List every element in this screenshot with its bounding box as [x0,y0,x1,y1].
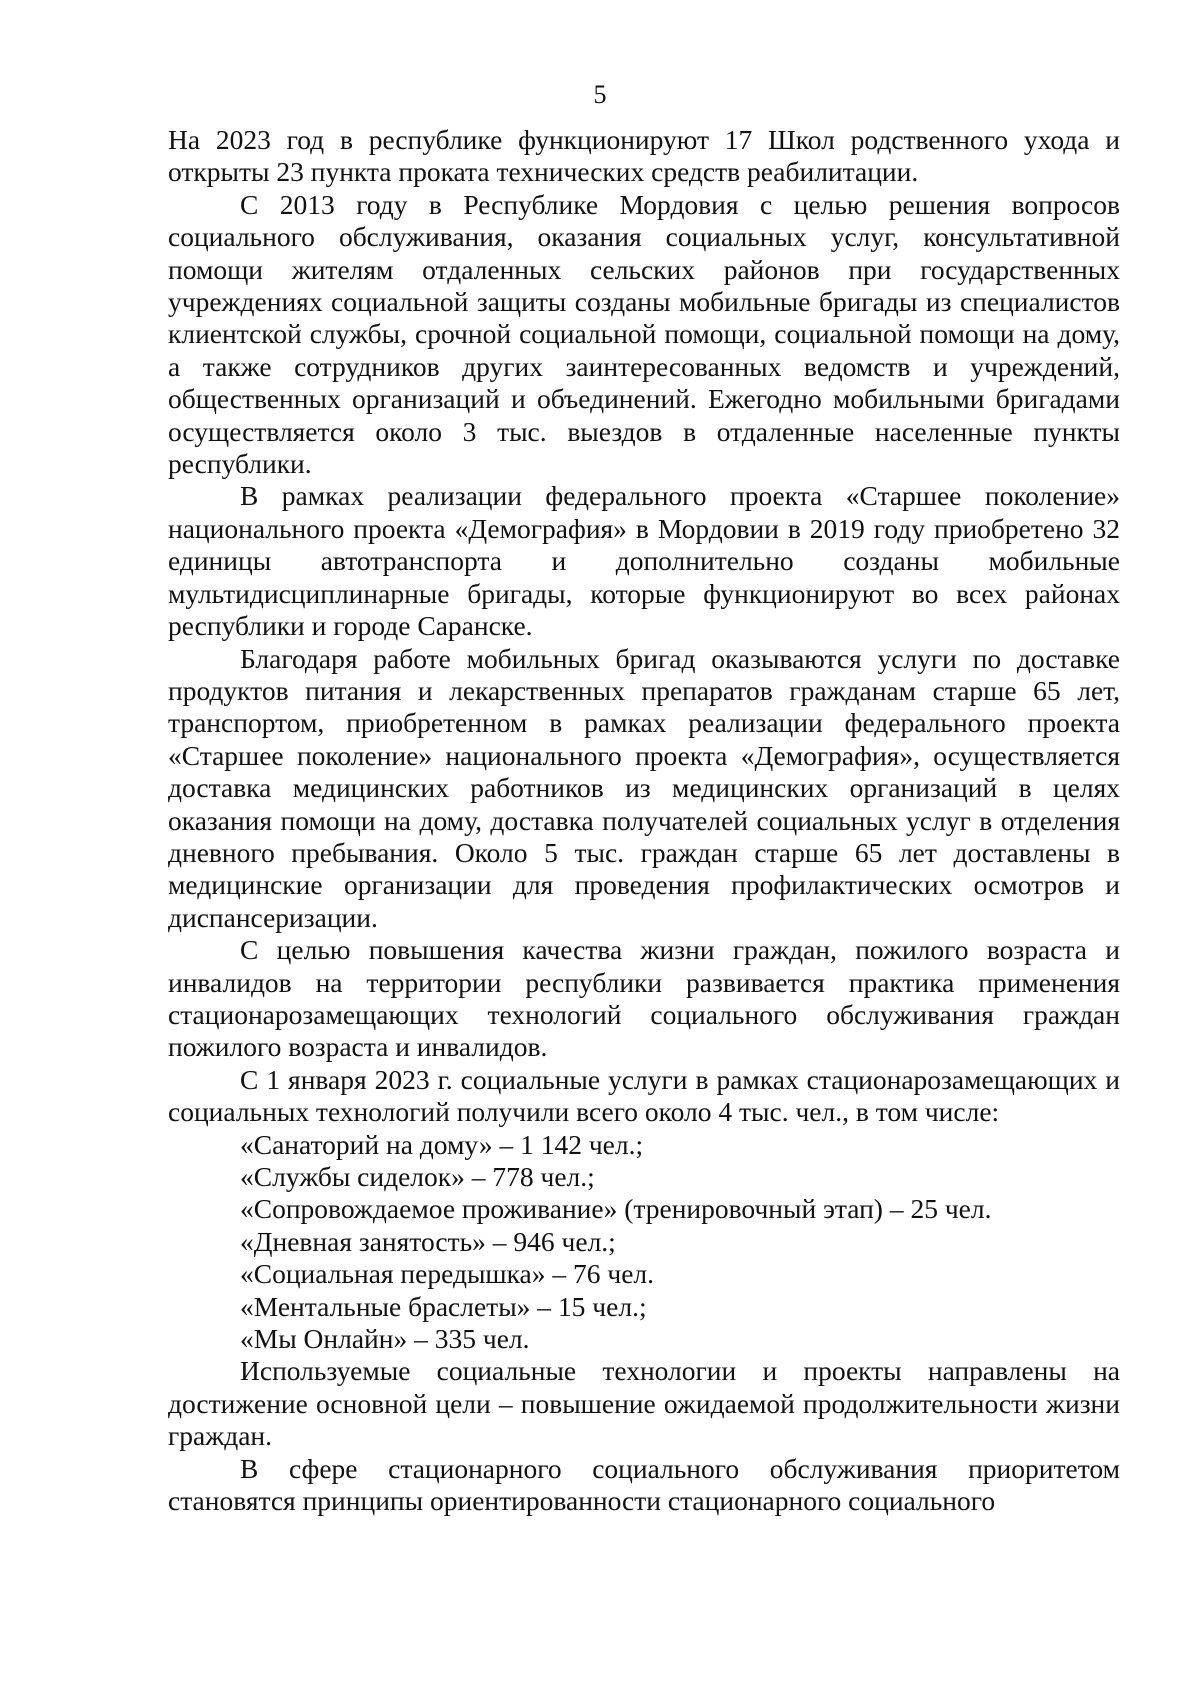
paragraph: Используемые социальные технологии и проекты направлены на достижение основной цели – повышение ожидаемой продолжительности жизни граждан. [168,1355,1120,1452]
services-list [168,1129,1120,1356]
list-item: «Службы сиделок» – 778 чел.; [240,1161,595,1192]
paragraph: В рамках реализации федерального проекта «Старшее поколение» национального проекта «Демография» в Мордовии в 2019 году приобретено 32 единицы автотранспорта и дополнительно созданы мобильные мультидисциплинарные бригады, которые функционируют во всех районах республики и городе Саранске. [168,480,1120,642]
list-item: «Дневная занятость» – 946 чел.; [240,1225,616,1257]
paragraph: С целью повышения качества жизни граждан, пожилого возраста и инвалидов на территории республики развивается практика применения стационарозамещающих технологий социального обслуживания граждан пожилого возраста и инвалидов. [168,934,1120,1063]
paragraph: На 2023 год в республике функционируют 17 Школ родственного ухода и открыты 23 пункта проката технических средств реабилитации. [168,124,1120,188]
document-body [168,124,1120,1517]
page-number: 5 [593,80,607,109]
paragraph: В сфере стационарного социального обслуживания приоритетом становятся принципы ориентированности стационарного социального [168,1452,1120,1517]
list-item: «Мы Онлайн» – 335 чел. [240,1323,530,1355]
list-item: «Ментальные браслеты» – 15 чел.; [240,1290,647,1322]
paragraph: С 1 января 2023 г. социальные услуги в рамках стационарозамещающих и социальных технологий получили всего около 4 тыс. чел., в том числе: [168,1063,1120,1128]
list-item: «Социальная передышка» – 76 чел. [240,1258,655,1290]
list-item: «Сопровождаемое проживание» (тренировочный этап) – 25 чел. [240,1193,992,1225]
list-item: «Санаторий на дому» – 1 142 чел.; [240,1128,644,1160]
paragraph: С 2013 году в Республике Мордовия с целью решения вопросов социального обслуживания, оказания социальных услуг, консультативной помощи жителям отдаленных сельских районов при государственных учреждениях социальной защиты созданы мобильные бригады из специалистов клиентской службы, срочной социальной помощи, социальной помощи на дому, а также сотрудников других заинтересованных ведомств и учреждений, общественных организаций и объединений. Ежегодно мобильными бригадами осуществляется около 3 тыс. выездов в отдаленные населенные пункты республики. [168,188,1120,480]
paragraph: Благодаря работе мобильных бригад оказываются услуги по доставке продуктов питания и лекарственных препаратов гражданам старше 65 лет, транспортом, приобретенном в рамках реализации федерального проекта «Старшее поколение» национального проекта «Демография», осуществляется доставка медицинских работников из медицинских организаций в целях оказания помощи на дому, доставка получателей социальных услуг в отделения дневного пребывания. Около 5 тыс. граждан старше 65 лет доставлены в медицинские организации для проведения профилактических осмотров и диспансеризации. [168,642,1120,933]
